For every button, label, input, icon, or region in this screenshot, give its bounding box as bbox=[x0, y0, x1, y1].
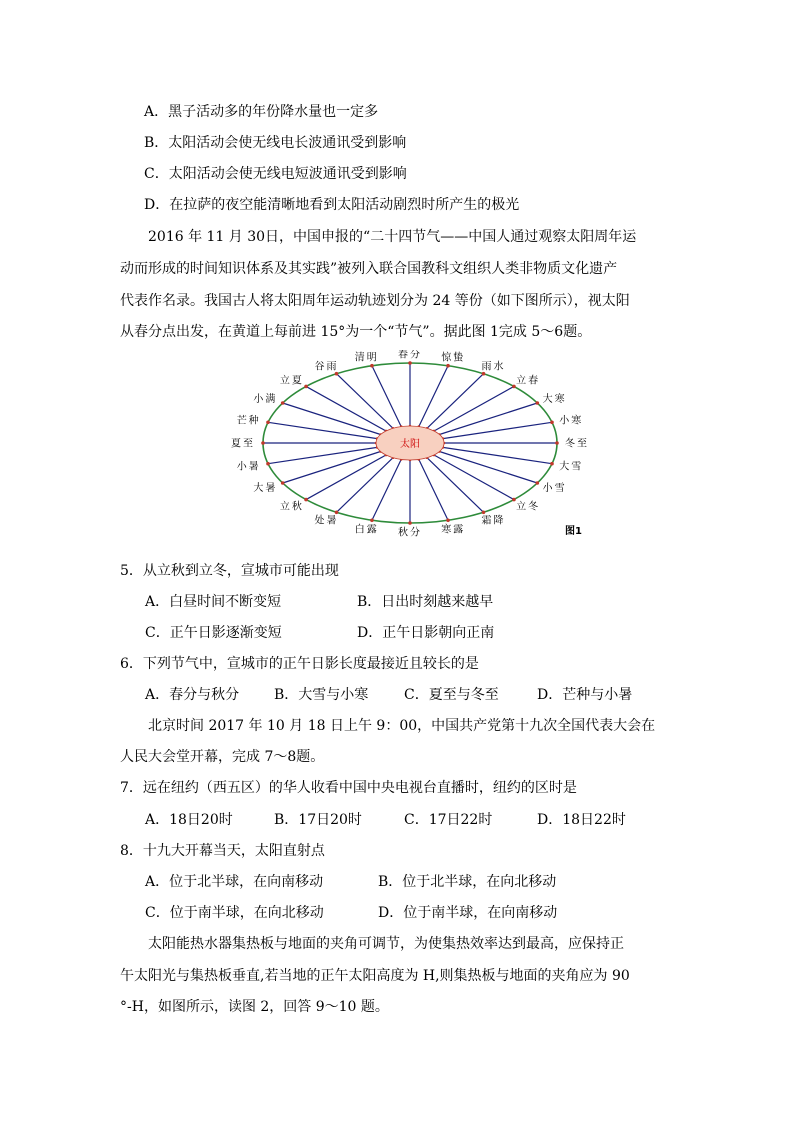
spoke-8 bbox=[443, 447, 552, 463]
solar-term-label: 大寒 bbox=[542, 394, 567, 405]
term-dot bbox=[304, 498, 308, 502]
q8-option-b: B．位于北半球，在向北移动 bbox=[378, 874, 557, 890]
solar-term-label: 立夏 bbox=[279, 375, 304, 387]
spoke-10 bbox=[434, 455, 514, 500]
solar-term-label: 冬至 bbox=[565, 438, 589, 450]
q8-option-a: A．位于北半球，在向南移动 bbox=[145, 874, 324, 890]
figure-caption: 图1 bbox=[565, 526, 582, 537]
solar-term-label: 雨水 bbox=[481, 361, 506, 373]
passage1-line-1: 2016 年 11 月 30日，中国申报的“二十四节气——中国人通过观察太阳周年运 bbox=[148, 229, 637, 245]
passage3-line-2: 午太阳光与集热板垂直,若当地的正午太阳高度为 H,则集热板与地面的夹角应为 90 bbox=[120, 968, 630, 984]
q5-option-b: B．日出时刻越来越早 bbox=[357, 594, 494, 610]
solar-terms-diagram bbox=[225, 350, 595, 540]
term-dot bbox=[266, 420, 270, 424]
q7-option-b: B．17日20时 bbox=[274, 812, 362, 828]
solar-term-label: 白露 bbox=[354, 524, 379, 536]
term-dot bbox=[370, 518, 374, 522]
solar-term-label: 霜降 bbox=[481, 515, 506, 527]
term-dot bbox=[304, 385, 308, 389]
solar-term-label: 大雪 bbox=[559, 461, 584, 473]
q8-option-c: C．位于南半球，在向北移动 bbox=[145, 905, 324, 921]
spoke-16 bbox=[306, 455, 386, 500]
passage2-line-1: 北京时间 2017 年 10 月 18 日上午 9：00，中国共产党第十九次全国代表大会在 bbox=[148, 718, 656, 734]
spoke-4 bbox=[434, 386, 514, 431]
spoke-9 bbox=[439, 452, 537, 484]
sun-label: 太阳 bbox=[400, 439, 420, 450]
q5-option-a: A．白昼时间不断变短 bbox=[145, 594, 282, 610]
term-dot bbox=[281, 401, 285, 405]
prev-option-b: B．太阳活动会使无线电长波通讯受到影响 bbox=[144, 135, 407, 151]
passage1-line-3: 代表作名录。我国古人将太阳周年运动轨迹划分为 24 等份（如下图所示），视太阳 bbox=[120, 293, 630, 309]
spoke-12 bbox=[419, 459, 448, 520]
spoke-14 bbox=[372, 459, 401, 520]
term-dot bbox=[408, 521, 412, 525]
term-dot bbox=[536, 401, 540, 405]
term-dot bbox=[370, 364, 374, 368]
term-dot bbox=[261, 441, 265, 445]
term-dot bbox=[408, 361, 412, 365]
spoke-22 bbox=[306, 386, 386, 431]
solar-term-label: 惊蛰 bbox=[441, 352, 466, 364]
q5-option-c: C．正午日影逐渐变短 bbox=[145, 625, 282, 641]
q7-option-c: C．17日22时 bbox=[404, 812, 493, 828]
spoke-23 bbox=[337, 374, 394, 429]
spoke-5 bbox=[439, 403, 537, 435]
spoke-3 bbox=[427, 374, 484, 429]
passage3-line-3: °-H，如图所示，读图 2，回答 9～10 题。 bbox=[120, 999, 389, 1015]
q7-stem: 7．远在纽约（西五区）的华人收看中国中央电视台直播时，纽约的区时是 bbox=[120, 780, 577, 796]
q7-option-d: D．18日22时 bbox=[537, 812, 626, 828]
passage1-line-2: 动而形成的时间知识体系及其实践”被列入联合国教科文组织人类非物质文化遗产 bbox=[120, 261, 618, 277]
term-dot bbox=[482, 372, 486, 376]
solar-term-label: 寒露 bbox=[441, 524, 466, 536]
term-dot bbox=[536, 481, 540, 485]
term-dot bbox=[550, 462, 554, 466]
solar-term-label: 芒种 bbox=[236, 415, 261, 427]
prev-option-c: C．太阳活动会使无线电短波通讯受到影响 bbox=[144, 166, 407, 182]
term-dot bbox=[446, 518, 450, 522]
solar-term-label: 小满 bbox=[253, 394, 278, 405]
solar-term-label: 谷雨 bbox=[314, 361, 339, 373]
term-dot bbox=[335, 510, 339, 514]
solar-term-label: 立秋 bbox=[279, 501, 304, 513]
solar-term-label: 春分 bbox=[398, 350, 422, 361]
spoke-21 bbox=[283, 403, 381, 435]
term-dot bbox=[335, 372, 339, 376]
spoke-17 bbox=[283, 452, 381, 484]
q8-option-d: D．位于南半球，在向南移动 bbox=[378, 905, 558, 921]
q6-stem: 6．下列节气中，宣城市的正午日影长度最接近且较长的是 bbox=[120, 656, 479, 672]
term-dot bbox=[266, 462, 270, 466]
q6-option-c: C．夏至与冬至 bbox=[404, 687, 499, 703]
term-dot bbox=[482, 510, 486, 514]
solar-term-label: 大暑 bbox=[253, 483, 278, 494]
term-dot bbox=[555, 441, 559, 445]
solar-term-label: 小暑 bbox=[236, 461, 261, 473]
solar-term-label: 处暑 bbox=[314, 515, 339, 527]
q6-option-d: D．芒种与小暑 bbox=[537, 687, 633, 703]
solar-term-label: 小雪 bbox=[542, 483, 567, 494]
passage3-line-1: 太阳能热水器集热板与地面的夹角可调节，为使集热效率达到最高，应保持正 bbox=[148, 936, 624, 952]
solar-term-label: 秋分 bbox=[398, 527, 422, 539]
spoke-24 bbox=[372, 366, 401, 427]
q5-option-d: D．正午日影朝向正南 bbox=[357, 625, 495, 641]
prev-option-d: D．在拉萨的夜空能清晰地看到太阳活动剧烈时所产生的极光 bbox=[144, 197, 520, 213]
solar-term-label: 夏至 bbox=[231, 438, 255, 450]
spoke-11 bbox=[427, 458, 484, 513]
term-dot bbox=[550, 420, 554, 424]
solar-term-label: 清明 bbox=[354, 352, 379, 364]
term-dot bbox=[446, 364, 450, 368]
spoke-18 bbox=[268, 447, 377, 463]
spoke-2 bbox=[419, 366, 448, 427]
spoke-6 bbox=[443, 422, 552, 438]
q5-stem: 5．从立秋到立冬，宣城市可能出现 bbox=[120, 563, 339, 579]
prev-option-a: A．黑子活动多的年份降水量也一定多 bbox=[144, 104, 379, 120]
spoke-15 bbox=[337, 458, 394, 513]
term-dot bbox=[281, 481, 285, 485]
passage1-line-4: 从春分点出发，在黄道上每前进 15°为一个“节气”。据此图 1完成 5～6题。 bbox=[120, 324, 592, 340]
q7-option-a: A．18日20时 bbox=[145, 812, 233, 828]
solar-term-label: 立春 bbox=[516, 375, 541, 387]
q6-option-a: A．春分与秋分 bbox=[145, 687, 240, 703]
passage2-line-2: 人民大会堂开幕，完成 7～8题。 bbox=[120, 749, 325, 765]
spoke-20 bbox=[268, 422, 377, 438]
q8-stem: 8．十九大开幕当天，太阳直射点 bbox=[120, 843, 325, 859]
solar-term-label: 小寒 bbox=[559, 415, 584, 427]
q6-option-b: B．大雪与小寒 bbox=[274, 687, 369, 703]
solar-term-label: 立冬 bbox=[516, 501, 541, 513]
